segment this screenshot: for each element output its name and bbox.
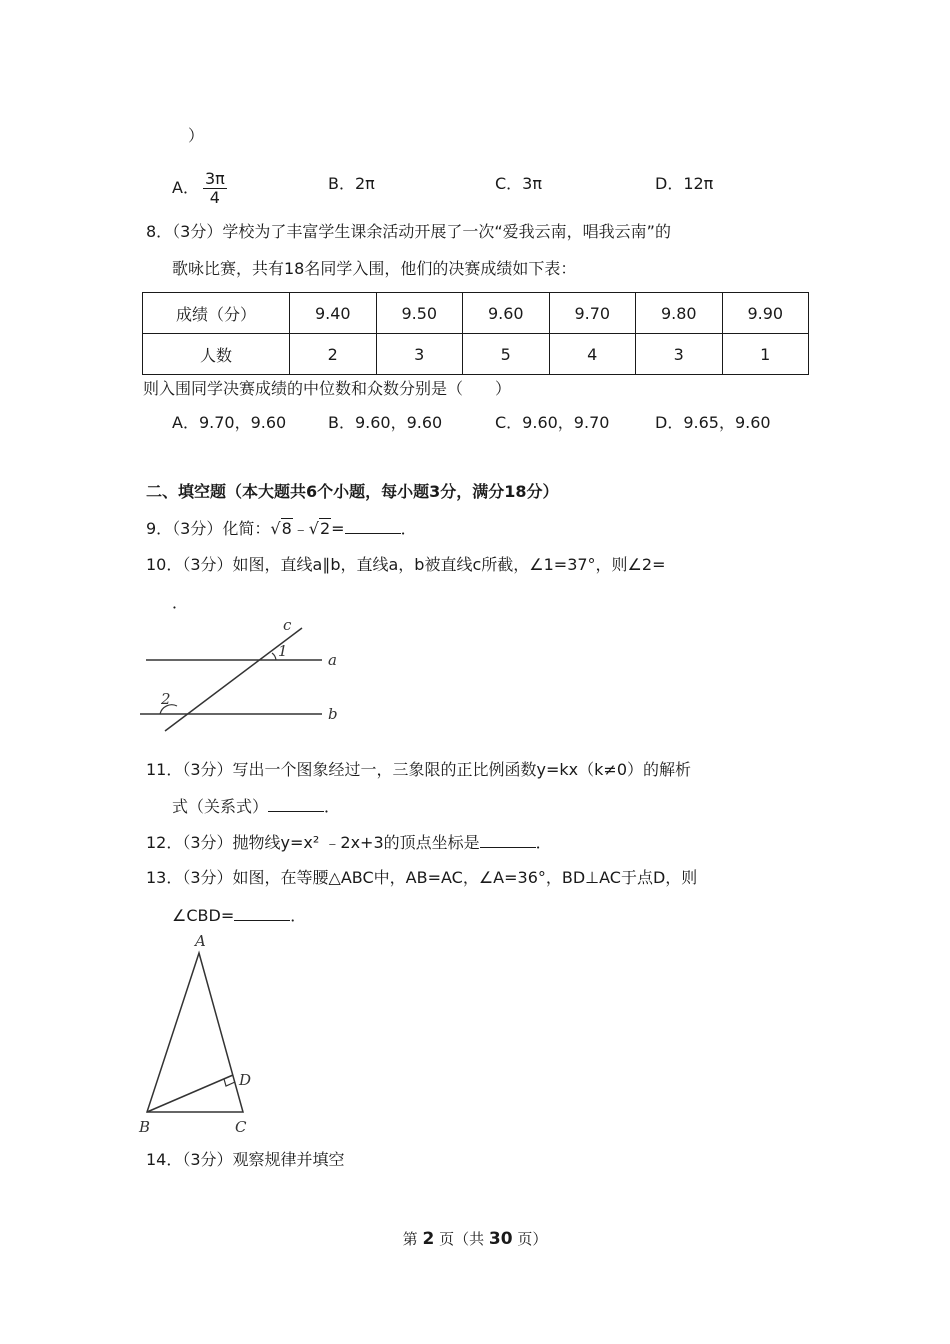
q9-minus: ﹣ (292, 519, 309, 538)
q13-line1: 13．（3分）如图，在等腰△ABC中，AB=AC，∠A=36°，BD⊥AC于点D，则 (146, 868, 698, 887)
q11-line2 (172, 795, 340, 819)
q8-option-a: A．9.70，9.60 (172, 413, 287, 432)
q11-end: ． (324, 797, 341, 816)
label-c: C (235, 1118, 247, 1136)
label-b: B (139, 1118, 151, 1136)
fraction-numerator: 3π (204, 169, 225, 188)
footer-prefix: 第 (402, 1230, 418, 1248)
table-cell: 2 (290, 334, 377, 375)
q11-line1: 11．（3分）写出一个图象经过一，三象限的正比例函数y=kx（k≠0）的解析 (146, 760, 692, 779)
q9-line (146, 517, 417, 541)
answer-blank (268, 795, 324, 812)
table-cell: 1 (722, 334, 809, 375)
sqrt-2: √2 (308, 519, 331, 538)
q8-option-b: B．9.60，9.60 (328, 413, 443, 432)
q7-option-d: D．12π (655, 174, 714, 193)
q7-option-b: B．2π (328, 174, 375, 193)
segment-bd (147, 1075, 233, 1112)
sqrt-8: √8 (270, 519, 292, 538)
q12-line (146, 831, 552, 855)
q7-option-a-label: A． (172, 178, 199, 197)
table-cell: 9.90 (722, 293, 809, 334)
fraction-denominator: 4 (209, 188, 220, 207)
table-header-score: 成绩（分） (143, 293, 290, 334)
q13-end: ． (290, 906, 307, 925)
q9-equals: = (331, 519, 345, 538)
q8-option-d: D．9.65，9.60 (655, 413, 771, 432)
right-angle-mark (224, 1079, 235, 1086)
table-cell: 5 (463, 334, 550, 375)
q13-line2 (172, 904, 306, 928)
table-cell: 3 (636, 334, 723, 375)
isosceles-triangle-figure (135, 930, 275, 1140)
table-cell: 9.60 (463, 293, 550, 334)
answer-blank (345, 517, 401, 534)
table-row (143, 293, 809, 334)
q13-prefix: ∠CBD= (172, 906, 235, 925)
q7-option-a-fraction (203, 170, 227, 207)
q7-option-c: C．3π (495, 174, 542, 193)
q12-end: ． (535, 833, 552, 852)
label-2: 2 (161, 690, 171, 708)
q8-option-c: C．9.60，9.70 (495, 413, 610, 432)
q10-line1: 10．（3分）如图，直线a∥b，直线a，b被直线c所截，∠1=37°，则∠2= (146, 555, 666, 574)
answer-blank (480, 831, 536, 848)
table-cell: 9.70 (549, 293, 636, 334)
table-cell: 9.40 (290, 293, 377, 334)
q11-prefix: 式（关系式） (172, 797, 269, 816)
label-a: a (328, 651, 337, 669)
q8-line2: 歌咏比赛，共有18名同学入围，他们的决赛成绩如下表： (172, 259, 577, 278)
parallel-lines-figure (130, 615, 350, 740)
q8-line1: 8．（3分）学校为了丰富学生课余活动开展了一次“爱我云南，唱我云南”的 (146, 222, 671, 241)
q7-tail: ） (188, 126, 205, 145)
score-table (142, 292, 809, 375)
radicand: 8 (281, 519, 292, 538)
footer-middle: 页（共 (439, 1230, 485, 1248)
table-cell: 9.80 (636, 293, 723, 334)
table-cell: 4 (549, 334, 636, 375)
section-heading: 二、填空题（本大题共6个小题，每小题3分，满分18分） (146, 482, 559, 501)
table-row (143, 334, 809, 375)
label-a: A (195, 932, 206, 950)
table-header-count: 人数 (143, 334, 290, 375)
q10-line2: ． (172, 593, 189, 612)
triangle-abc (147, 953, 243, 1112)
label-1: 1 (278, 642, 288, 660)
q9-end: ． (400, 519, 417, 538)
label-c: c (283, 616, 292, 634)
footer-suffix: 页） (517, 1230, 548, 1248)
label-b: b (328, 705, 338, 723)
label-d: D (239, 1071, 252, 1089)
footer-total-pages: 30 (488, 1229, 513, 1249)
q12-prefix: 12．（3分）抛物线y=x² ﹣2x+3的顶点坐标是 (146, 833, 480, 852)
q9-prefix: 9．（3分）化简： (146, 519, 271, 538)
q8-question: 则入围同学决赛成绩的中位数和众数分别是（ ） (143, 379, 512, 398)
radicand: 2 (319, 519, 331, 538)
q14-line: 14．（3分）观察规律并填空 (146, 1150, 345, 1169)
footer-page-number: 2 (422, 1229, 435, 1249)
page-footer (0, 1228, 950, 1249)
table-cell: 9.50 (376, 293, 463, 334)
table-cell: 3 (376, 334, 463, 375)
answer-blank (234, 904, 290, 921)
q7-option-a (172, 170, 227, 207)
angle-1-arc (272, 653, 276, 660)
